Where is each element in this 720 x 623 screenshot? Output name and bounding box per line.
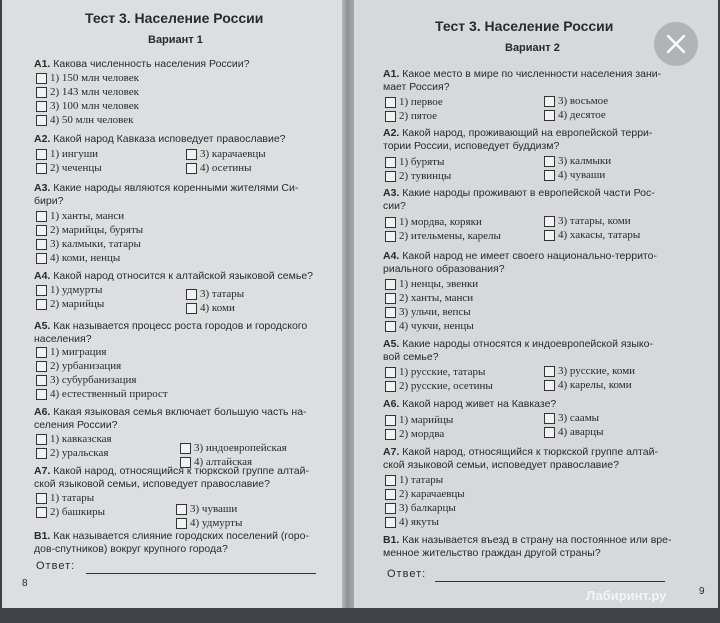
page-title: Тест 3. Население России <box>435 18 614 34</box>
page-number: 8 <box>22 578 28 589</box>
checkbox-icon[interactable] <box>385 321 396 332</box>
option-checkbox[interactable]: 4) коми, ненцы <box>36 252 120 264</box>
option-checkbox[interactable]: 2) марийцы <box>36 298 104 310</box>
answer-field[interactable] <box>86 573 316 574</box>
checkbox-icon[interactable] <box>385 381 396 392</box>
question-a1: А1. Какова численность населения России? <box>34 58 250 70</box>
checkbox-icon[interactable] <box>385 217 396 228</box>
option-checkbox[interactable]: 3) восьмое <box>544 95 608 107</box>
option-checkbox[interactable]: 3) русские, коми <box>544 365 635 377</box>
checkbox-icon[interactable] <box>36 225 47 236</box>
question-a6-cont: селения России? <box>34 419 118 431</box>
option-checkbox[interactable]: 2) тувинцы <box>385 170 451 182</box>
option-checkbox[interactable]: 4) чуваши <box>544 169 605 181</box>
question-b1-cont: менное жительство граждан другой страны? <box>383 547 601 559</box>
checkbox-icon[interactable] <box>385 429 396 440</box>
left-page <box>2 0 345 610</box>
checkbox-icon[interactable] <box>36 211 47 222</box>
variant-label: Вариант 1 <box>148 34 203 46</box>
checkbox-icon[interactable] <box>544 230 555 241</box>
page-title: Тест 3. Население России <box>85 10 264 26</box>
checkbox-icon[interactable] <box>36 361 47 372</box>
checkbox-icon[interactable] <box>36 375 47 386</box>
option-checkbox[interactable]: 3) калмыки, татары <box>36 238 141 250</box>
question-a5-cont: населения? <box>34 333 92 345</box>
option-checkbox[interactable]: 1) ингуши <box>36 148 98 160</box>
close-icon <box>665 33 687 55</box>
checkbox-icon[interactable] <box>36 347 47 358</box>
checkbox-icon[interactable] <box>180 443 191 454</box>
question-a6: А6. Какой народ живет на Кавказе? <box>383 398 557 410</box>
checkbox-icon[interactable] <box>36 115 47 126</box>
question-a2: А2. Какой народ, проживающий на европейской терри- <box>383 127 653 139</box>
option-checkbox[interactable]: 1) татары <box>36 492 94 504</box>
checkbox-icon[interactable] <box>385 279 396 290</box>
option-checkbox[interactable]: 3) индоевропейская <box>180 442 287 454</box>
option-checkbox[interactable]: 1) 150 млн человек <box>36 72 139 84</box>
option-checkbox[interactable]: 1) русские, татары <box>385 366 485 378</box>
checkbox-icon[interactable] <box>36 253 47 264</box>
option-checkbox[interactable]: 2) уральская <box>36 447 108 459</box>
question-a3: А3. Какие народы проживают в европейской части Рос- <box>383 187 655 199</box>
option-checkbox[interactable]: 3) 100 млн человек <box>36 100 139 112</box>
answer-field[interactable] <box>435 581 665 582</box>
question-a4: А4. Какой народ не имеет своего национально-террито- <box>383 250 657 262</box>
option-checkbox[interactable]: 1) удмурты <box>36 284 102 296</box>
option-checkbox[interactable]: 4) естественный прирост <box>36 388 168 400</box>
checkbox-icon[interactable] <box>385 157 396 168</box>
checkbox-icon[interactable] <box>36 493 47 504</box>
question-a3-cont: сии? <box>383 200 406 212</box>
option-checkbox[interactable]: 1) кавказская <box>36 433 112 445</box>
checkbox-icon[interactable] <box>36 389 47 400</box>
checkbox-icon[interactable] <box>186 289 197 300</box>
question-a2: А2. Какой народ Кавказа исповедует православие? <box>34 133 286 145</box>
checkbox-icon[interactable] <box>176 518 187 529</box>
checkbox-icon[interactable] <box>36 285 47 296</box>
checkbox-icon[interactable] <box>36 87 47 98</box>
option-checkbox[interactable]: 2) марийцы, буряты <box>36 224 143 236</box>
checkbox-icon[interactable] <box>544 170 555 181</box>
checkbox-icon[interactable] <box>385 293 396 304</box>
option-checkbox[interactable]: 2) ительмены, карелы <box>385 230 501 242</box>
answer-label: Ответ: <box>387 568 427 580</box>
option-checkbox[interactable]: 2) 143 млн человек <box>36 86 139 98</box>
page-number: 9 <box>699 586 705 597</box>
checkbox-icon[interactable] <box>385 415 396 426</box>
option-checkbox[interactable]: 3) татары, коми <box>544 215 631 227</box>
question-b1: В1. Как называется въезд в страну на постоянное или вре- <box>383 534 672 546</box>
option-checkbox[interactable]: 4) осетины <box>186 162 252 174</box>
checkbox-icon[interactable] <box>544 427 555 438</box>
question-a4: А4. Какой народ относится к алтайской языковой семье? <box>34 270 313 282</box>
checkbox-icon[interactable] <box>544 216 555 227</box>
question-a2-cont: тории России, исповедует буддизм? <box>383 140 560 152</box>
close-button[interactable] <box>654 22 698 66</box>
option-checkbox[interactable]: 4) удмурты <box>176 517 242 529</box>
question-a6: А6. Какая языковая семья включает большую часть на- <box>34 406 307 418</box>
option-checkbox[interactable]: 3) балкарцы <box>385 502 456 514</box>
checkbox-icon[interactable] <box>385 475 396 486</box>
option-checkbox[interactable]: 4) 50 млн человек <box>36 114 134 126</box>
checkbox-icon[interactable] <box>385 111 396 122</box>
checkbox-icon[interactable] <box>385 503 396 514</box>
checkbox-icon[interactable] <box>186 149 197 160</box>
option-checkbox[interactable]: 2) урбанизация <box>36 360 121 372</box>
option-checkbox[interactable]: 3) татары <box>186 288 244 300</box>
option-checkbox[interactable]: 4) коми <box>186 302 235 314</box>
option-checkbox[interactable]: 3) саамы <box>544 412 599 424</box>
option-checkbox[interactable]: 3) калмыки <box>544 155 611 167</box>
question-a1-cont: мает Россия? <box>383 81 450 93</box>
question-b1: В1. Как называется слияние городских поселений (горо- <box>34 530 309 542</box>
question-a5-cont: вой семье? <box>383 351 439 363</box>
checkbox-icon[interactable] <box>385 231 396 242</box>
checkbox-icon[interactable] <box>186 163 197 174</box>
checkbox-icon[interactable] <box>36 163 47 174</box>
checkbox-icon[interactable] <box>36 149 47 160</box>
checkbox-icon[interactable] <box>544 110 555 121</box>
checkbox-icon[interactable] <box>36 448 47 459</box>
question-a3: А3. Какие народы являются коренными жителями Си- <box>34 182 299 194</box>
checkbox-icon[interactable] <box>36 299 47 310</box>
option-checkbox[interactable]: 3) субурбанизация <box>36 374 137 386</box>
question-a4-cont: риального образования? <box>383 263 505 275</box>
answer-label: Ответ: <box>36 560 76 572</box>
checkbox-icon[interactable] <box>544 380 555 391</box>
question-a3-cont: бири? <box>34 195 64 207</box>
option-checkbox[interactable]: 1) ненцы, эвенки <box>385 278 478 290</box>
variant-label: Вариант 2 <box>505 42 560 54</box>
option-checkbox[interactable]: 1) мордва, коряки <box>385 216 482 228</box>
question-a7: А7. Какой народ, относящийся к тюркской группе алтай- <box>383 446 658 458</box>
option-checkbox[interactable]: 1) первое <box>385 96 443 108</box>
checkbox-icon[interactable] <box>36 434 47 445</box>
right-page <box>351 0 718 610</box>
question-a5: А5. Как называется процесс роста городов и городского <box>34 320 308 332</box>
option-checkbox[interactable]: 2) карачаевцы <box>385 488 465 500</box>
option-checkbox[interactable]: 4) якуты <box>385 516 439 528</box>
option-checkbox[interactable]: 4) аварцы <box>544 426 604 438</box>
option-checkbox[interactable]: 2) чеченцы <box>36 162 102 174</box>
option-checkbox[interactable]: 1) буряты <box>385 156 444 168</box>
question-a7-cont: ской языковой семьи, исповедует православие? <box>34 478 270 490</box>
checkbox-icon[interactable] <box>385 489 396 500</box>
option-checkbox[interactable]: 4) чукчи, ненцы <box>385 320 474 332</box>
question-a7: А7. Какой народ, относящийся к тюркской группе алтай- <box>34 465 309 477</box>
option-checkbox[interactable]: 2) башкиры <box>36 506 105 518</box>
question-a5: А5. Какие народы относятся к индоевропейской языко- <box>383 338 653 350</box>
checkbox-icon[interactable] <box>176 504 187 515</box>
checkbox-icon[interactable] <box>385 307 396 318</box>
watermark: Лабиринт.ру <box>586 588 667 603</box>
checkbox-icon[interactable] <box>36 239 47 250</box>
option-checkbox[interactable]: 3) ульчи, вепсы <box>385 306 471 318</box>
option-checkbox[interactable]: 4) алтайская <box>180 456 252 468</box>
checkbox-icon[interactable] <box>544 96 555 107</box>
checkbox-icon[interactable] <box>385 517 396 528</box>
option-checkbox[interactable]: 1) марийцы <box>385 414 453 426</box>
checkbox-icon[interactable] <box>186 303 197 314</box>
option-checkbox[interactable]: 1) татары <box>385 474 443 486</box>
option-checkbox[interactable]: 4) карелы, коми <box>544 379 632 391</box>
question-a7-cont: ской языковой семьи, исповедует православие? <box>383 459 619 471</box>
option-checkbox[interactable]: 2) пятое <box>385 110 437 122</box>
option-checkbox[interactable]: 2) русские, осетины <box>385 380 493 392</box>
checkbox-icon[interactable] <box>36 101 47 112</box>
option-checkbox[interactable]: 1) миграция <box>36 346 107 358</box>
question-a1: А1. Какое место в мире по численности населения зани- <box>383 68 662 80</box>
question-b1-cont: дов-спутников) вокруг крупного города? <box>34 543 228 555</box>
checkbox-icon[interactable] <box>544 156 555 167</box>
background-strip <box>0 608 720 623</box>
checkbox-icon[interactable] <box>385 97 396 108</box>
option-checkbox[interactable]: 2) ханты, манси <box>385 292 473 304</box>
option-checkbox[interactable]: 3) чуваши <box>176 503 237 515</box>
option-checkbox[interactable]: 4) хакасы, татары <box>544 229 640 241</box>
checkbox-icon[interactable] <box>385 171 396 182</box>
checkbox-icon[interactable] <box>36 507 47 518</box>
checkbox-icon[interactable] <box>385 367 396 378</box>
option-checkbox[interactable]: 1) ханты, манси <box>36 210 124 222</box>
checkbox-icon[interactable] <box>36 73 47 84</box>
book-spine <box>342 0 354 612</box>
option-checkbox[interactable]: 2) мордва <box>385 428 444 440</box>
checkbox-icon[interactable] <box>544 413 555 424</box>
checkbox-icon[interactable] <box>544 366 555 377</box>
option-checkbox[interactable]: 4) десятое <box>544 109 606 121</box>
option-checkbox[interactable]: 3) карачаевцы <box>186 148 266 160</box>
